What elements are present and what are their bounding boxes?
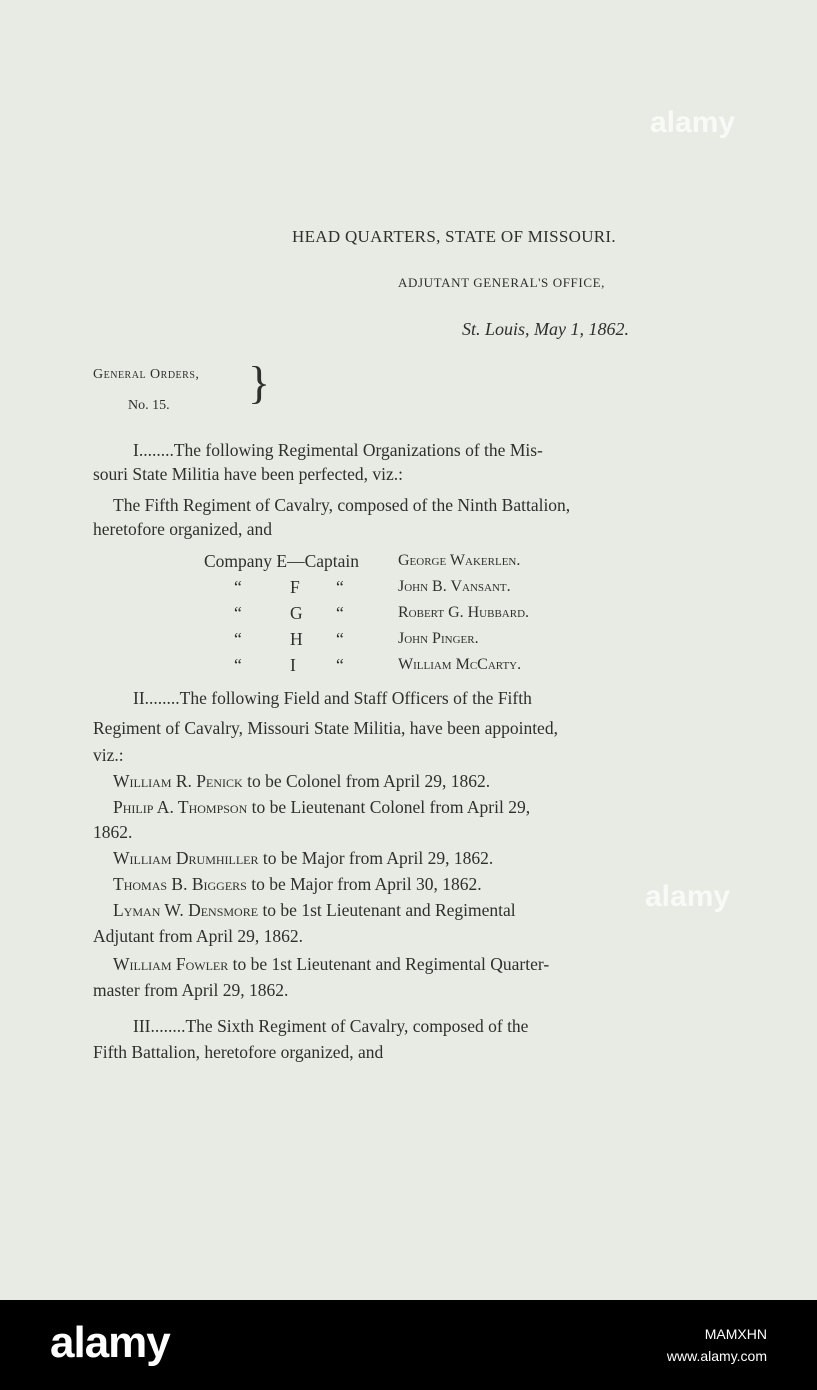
ditto-mark: “ [336,655,344,675]
brace-mark: } [248,357,271,408]
ditto-mark: “ [336,603,344,623]
watermark-logo: alamy [645,880,731,913]
ditto-mark: “ [336,577,344,597]
officer-name: William Fowler [113,954,229,974]
company-letter: F [290,577,300,597]
company-letter: H [290,629,303,649]
officer-name: William R. Penick [113,771,243,791]
appointment-text: to be Colonel from April 29, 1862. [242,771,491,791]
section-3-line: Fifth Battalion, heretofore organized, and [93,1042,384,1062]
appointment-text: to be Major from April 30, 1862. [246,874,482,894]
appointment-line: Adjutant from April 29, 1862. [93,926,303,946]
section-1-line: souri State Militia have been perfected, viz.: [93,464,404,484]
section-1-line: The Fifth Regiment of Cavalry, composed of the Ninth Battalion, [113,495,571,515]
watermark-bar [0,1300,817,1390]
orders-number: No. 15. [128,398,170,413]
company-captain: George Wakerlen. [398,552,521,569]
section-1-line: heretofore organized, and [93,519,272,539]
brand-logo: alamy [50,1318,170,1367]
appointment-text: to be 1st Lieutenant and Regimental Quarter- [228,954,550,974]
site-url: www.alamy.com [666,1348,767,1364]
watermark-logo: alamy [650,106,736,139]
company-captain: William McCarty. [398,656,522,673]
officer-name: Lyman W. Densmore [113,900,259,920]
ditto-mark: “ [234,629,242,649]
company-letter: G [290,603,303,623]
ditto-mark: “ [234,603,242,623]
ditto-mark: “ [234,655,242,675]
section-2-line: Regiment of Cavalry, Missouri State Militia, have been appointed, [93,718,558,738]
company-captain: Robert G. Hubbard. [398,604,530,621]
section-1-line: I........The following Regimental Organizations of the Mis- [133,440,543,460]
office-line: ADJUTANT GENERAL'S OFFICE, [398,275,605,290]
orders-label: General Orders, [93,367,200,382]
ditto-mark: “ [234,577,242,597]
appointment-text: to be 1st Lieutenant and Regimental [258,900,516,920]
company-prefix: Company E—Captain [204,551,360,571]
section-2-line: viz.: [93,745,124,765]
appointment-text: to be Lieutenant Colonel from April 29, [247,797,531,817]
image-id-block [667,1326,767,1364]
appointment-line [113,956,549,974]
page-title: HEAD QUARTERS, STATE OF MISSOURI. [292,227,616,246]
appointment-text: to be Major from April 29, 1862. [258,848,494,868]
appointment-line [113,902,516,920]
dateline: St. Louis, May 1, 1862. [462,319,630,339]
appointment-line [113,799,530,817]
company-captain: John Pinger. [398,630,479,647]
section-3-line: III........The Sixth Regiment of Cavalry, composed of the [133,1016,529,1036]
appointment-line [113,850,493,868]
appointment-line [113,773,490,791]
appointment-line [113,876,482,894]
section-2-line: II........The following Field and Staff Officers of the Fifth [133,688,532,708]
image-id: MAMXHN [704,1326,767,1342]
officer-name: Thomas B. Biggers [113,874,247,894]
officer-name: Philip A. Thompson [113,797,248,817]
ditto-mark: “ [336,629,344,649]
company-letter: I [290,655,296,675]
appointment-line: 1862. [93,822,133,842]
officer-name: William Drumhiller [113,848,259,868]
appointment-line: master from April 29, 1862. [93,980,289,1000]
company-captain: John B. Vansant. [398,578,511,595]
